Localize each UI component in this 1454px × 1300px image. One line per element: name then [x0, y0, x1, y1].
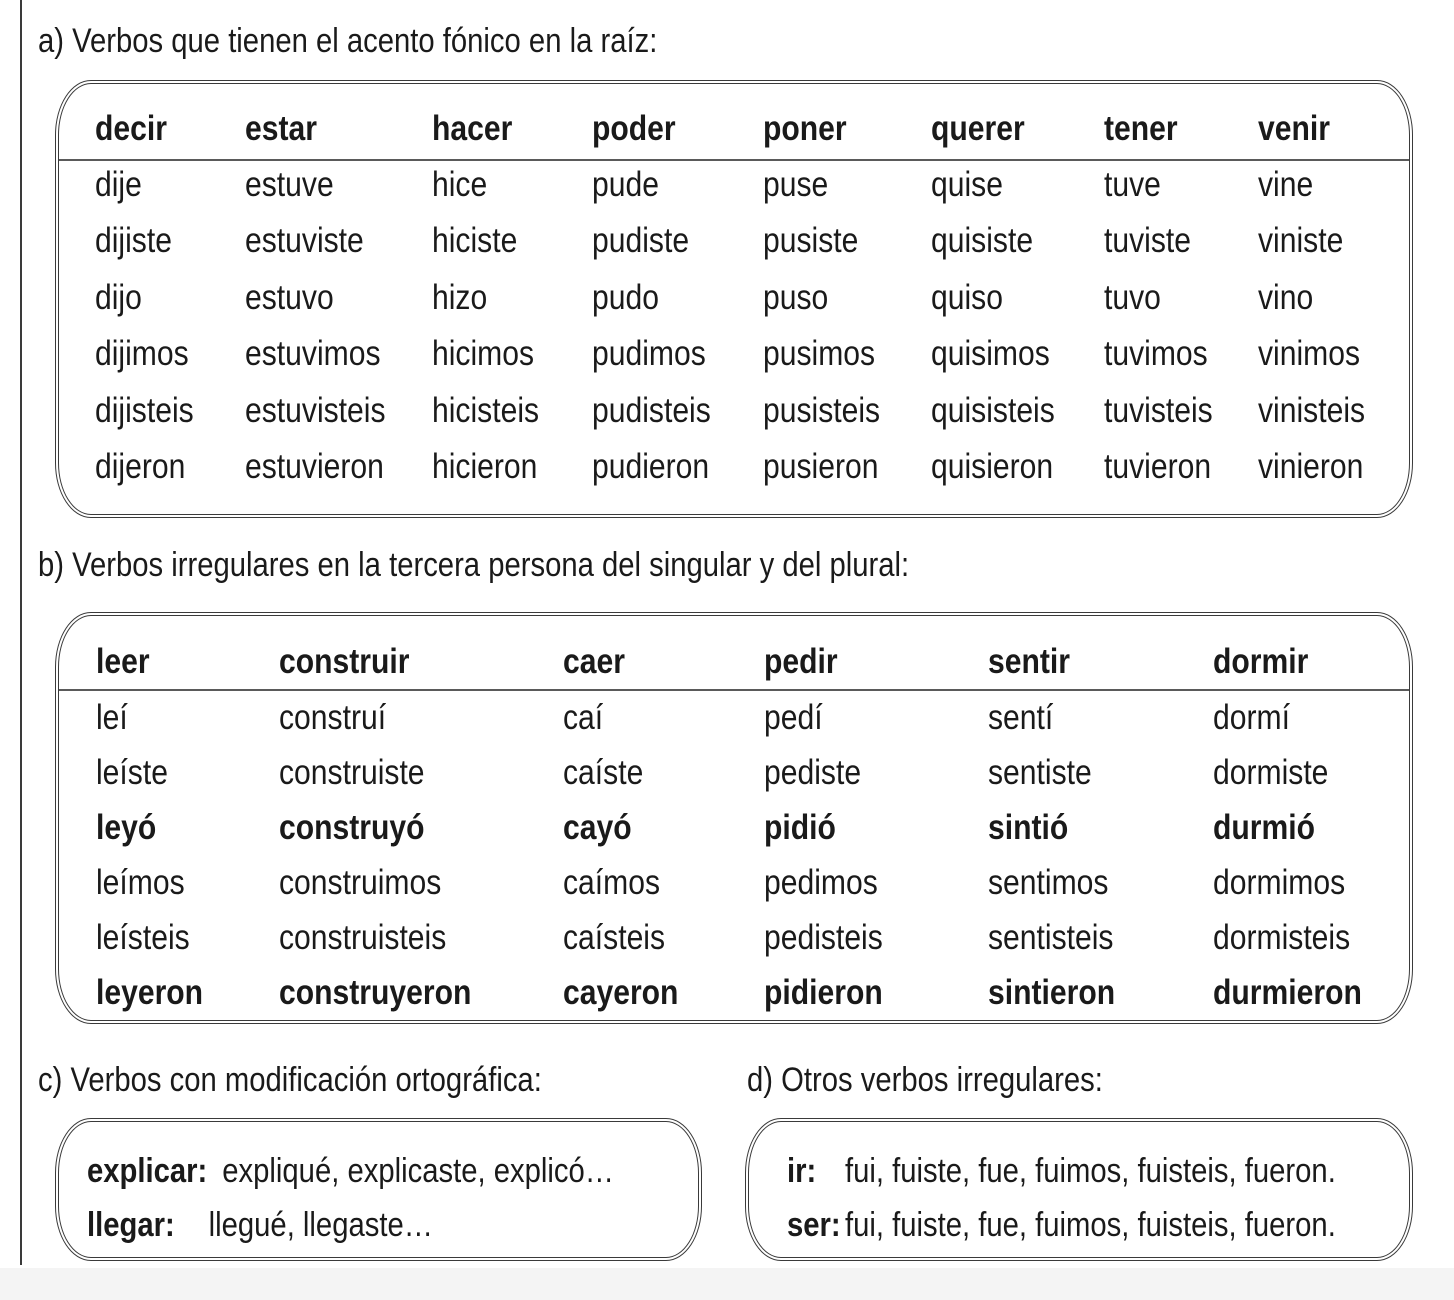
section-a-cell: pudimos — [592, 334, 706, 373]
section-a-cell: quisimos — [931, 334, 1050, 373]
page-footer-band — [0, 1268, 1454, 1300]
section-a-cell: dijimos — [95, 334, 189, 373]
section-b-cell: construyeron — [279, 973, 472, 1012]
section-a-table — [55, 80, 1413, 518]
section-b-cell: leyeron — [96, 973, 204, 1012]
section-b-cell: sintieron — [988, 973, 1116, 1012]
section-b-cell: sentiste — [988, 753, 1092, 792]
section-a-cell: hicisteis — [432, 391, 540, 430]
ser-forms — [787, 1208, 1336, 1242]
section-a-cell: dije — [95, 165, 142, 204]
ser-conjugation: fui, fuiste, fue, fuimos, fuisteis, fueron. — [845, 1206, 1336, 1244]
section-a-cell: dijeron — [95, 447, 186, 486]
section-a-header-cell: hacer — [432, 109, 513, 148]
section-a-cell: pusisteis — [763, 391, 881, 430]
section-b-cell: construyó — [279, 808, 425, 847]
section-b-cell: caímos — [563, 863, 661, 902]
section-b-cell: pedí — [764, 698, 823, 737]
section-a-cell: pudiste — [592, 221, 690, 260]
section-b-cell: cayeron — [563, 973, 679, 1012]
section-b-cell: sintió — [988, 808, 1069, 847]
section-b-cell: construimos — [279, 863, 442, 902]
llegar-label: llegar: — [87, 1206, 175, 1244]
section-a-cell: estuvisteis — [245, 391, 386, 430]
section-b-cell: pedisteis — [764, 918, 883, 957]
section-a-header-cell: tener — [1104, 109, 1178, 148]
section-b-cell: caísteis — [563, 918, 666, 957]
section-a-cell: tuvimos — [1104, 334, 1208, 373]
section-a-cell: hizo — [432, 278, 488, 317]
section-b-grid — [59, 616, 1409, 1020]
section-b-header-cell: caer — [563, 642, 625, 681]
section-b-header-cell: pedir — [764, 642, 838, 681]
ser-label: ser: — [787, 1206, 841, 1244]
section-a-cell: vinimos — [1258, 334, 1361, 373]
section-a-cell: pusiste — [763, 221, 859, 260]
section-b-cell: pedimos — [764, 863, 878, 902]
section-a-cell: pude — [592, 165, 659, 204]
section-a-cell: vinisteis — [1258, 391, 1366, 430]
section-a-header-cell: estar — [245, 109, 317, 148]
section-a-cell: estuvo — [245, 278, 334, 317]
section-a-heading: a) Verbos que tienen el acento fónico en la raíz: — [38, 22, 658, 60]
section-a-header-cell: venir — [1258, 109, 1330, 148]
section-a-cell: quisiste — [931, 221, 1034, 260]
section-a-cell: pusimos — [763, 334, 876, 373]
section-b-cell: construí — [279, 698, 387, 737]
section-a-cell: quise — [931, 165, 1003, 204]
section-b-heading: b) Verbos irregulares en la tercera persona del singular y del plural: — [38, 546, 910, 584]
section-b-cell: dormimos — [1213, 863, 1346, 902]
section-a-cell: hice — [432, 165, 488, 204]
section-b-cell: dormí — [1213, 698, 1290, 737]
section-a-cell: vino — [1258, 278, 1314, 317]
section-b-cell: dormisteis — [1213, 918, 1351, 957]
section-a-cell: quiso — [931, 278, 1003, 317]
section-b-cell: leímos — [96, 863, 185, 902]
section-a-cell: dijiste — [95, 221, 172, 260]
section-a-cell: pudisteis — [592, 391, 711, 430]
section-a-cell: hicieron — [432, 447, 538, 486]
section-b-header-cell: sentir — [988, 642, 1070, 681]
section-b-cell: leísteis — [96, 918, 190, 957]
section-a-cell: estuviste — [245, 221, 364, 260]
section-a-cell: quisisteis — [931, 391, 1055, 430]
section-c-box — [55, 1118, 702, 1261]
section-a-cell: hicimos — [432, 334, 535, 373]
section-a-cell: puso — [763, 278, 829, 317]
section-a-cell: pudo — [592, 278, 659, 317]
section-b-header-cell: dormir — [1213, 642, 1309, 681]
llegar-conjugation: llegué, llegaste… — [208, 1206, 433, 1244]
section-b-header-rule — [59, 689, 1409, 691]
section-a-cell: vinieron — [1258, 447, 1364, 486]
section-b-cell: construisteis — [279, 918, 447, 957]
explicar-conjugation: expliqué, explicaste, explicó… — [222, 1152, 614, 1190]
section-b-cell: pidieron — [764, 973, 883, 1012]
section-b-cell: pediste — [764, 753, 862, 792]
section-b-cell: sentisteis — [988, 918, 1114, 957]
section-a-cell: pudieron — [592, 447, 710, 486]
page-margin-rule — [20, 0, 22, 1265]
section-a-header-cell: poder — [592, 109, 676, 148]
section-b-cell: caíste — [563, 753, 644, 792]
section-a-cell: tuvieron — [1104, 447, 1212, 486]
explicar-label: explicar: — [87, 1152, 208, 1190]
section-b-header-cell: construir — [279, 642, 410, 681]
section-d-heading: d) Otros verbos irregulares: — [747, 1061, 1103, 1099]
section-a-cell: estuvieron — [245, 447, 384, 486]
section-a-cell: tuvisteis — [1104, 391, 1213, 430]
section-a-header-cell: querer — [931, 109, 1025, 148]
section-a-cell: vine — [1258, 165, 1314, 204]
section-b-cell: leyó — [96, 808, 157, 847]
section-b-cell: construiste — [279, 753, 425, 792]
section-b-cell: leí — [96, 698, 128, 737]
section-a-cell: dijo — [95, 278, 142, 317]
section-b-cell: dormiste — [1213, 753, 1329, 792]
ir-conjugation: fui, fuiste, fue, fuimos, fuisteis, fueron. — [845, 1152, 1336, 1190]
llegar-forms — [87, 1208, 433, 1242]
section-a-cell: viniste — [1258, 221, 1344, 260]
section-a-cell: dijisteis — [95, 391, 194, 430]
section-b-cell: cayó — [563, 808, 632, 847]
section-a-header-cell: poner — [763, 109, 847, 148]
section-b-cell: sentimos — [988, 863, 1109, 902]
section-b-table — [55, 612, 1413, 1024]
section-b-cell: sentí — [988, 698, 1054, 737]
section-c-heading: c) Verbos con modificación ortográfica: — [38, 1061, 542, 1099]
section-a-cell: pusieron — [763, 447, 879, 486]
section-a-cell: hiciste — [432, 221, 518, 260]
section-a-header-rule — [59, 159, 1409, 161]
section-b-header-cell: leer — [96, 642, 150, 681]
section-b-cell: leíste — [96, 753, 168, 792]
section-a-cell: tuviste — [1104, 221, 1191, 260]
section-a-cell: tuvo — [1104, 278, 1161, 317]
section-a-cell: tuve — [1104, 165, 1161, 204]
explicar-forms — [87, 1154, 614, 1188]
section-a-header-cell: decir — [95, 109, 167, 148]
ir-forms — [787, 1154, 1336, 1188]
section-a-cell: estuve — [245, 165, 334, 204]
section-b-cell: caí — [563, 698, 604, 737]
section-a-cell: puse — [763, 165, 829, 204]
section-d-box — [745, 1118, 1413, 1261]
section-b-cell: durmió — [1213, 808, 1316, 847]
section-a-cell: estuvimos — [245, 334, 381, 373]
section-a-grid — [59, 84, 1409, 514]
section-b-cell: pidió — [764, 808, 836, 847]
section-b-cell: durmieron — [1213, 973, 1362, 1012]
section-a-cell: quisieron — [931, 447, 1054, 486]
ir-label: ir: — [787, 1152, 817, 1190]
